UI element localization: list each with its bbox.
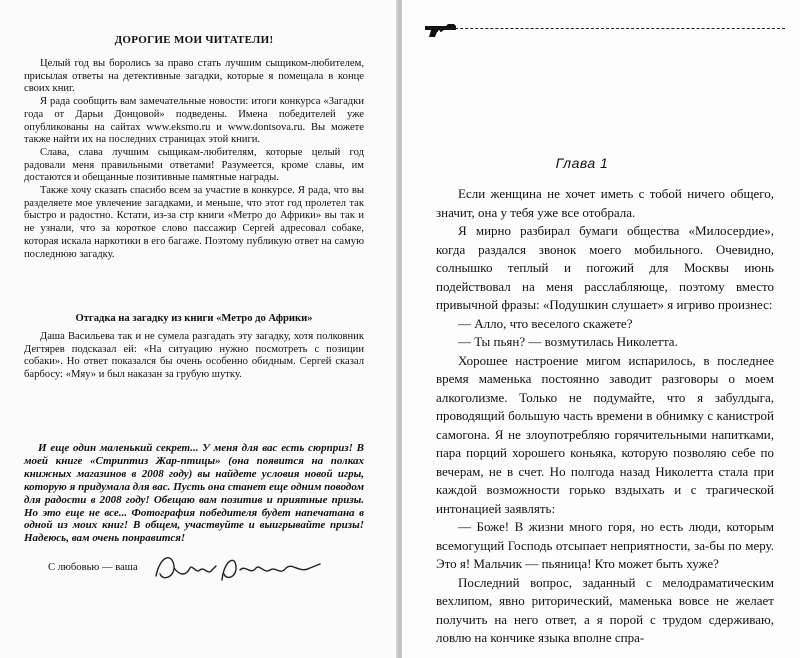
left-paragraph: Я рада сообщить вам замечательные новости: итоги конкурса «Загадки года от Дарьи Донцовой» подведены. Имена победителей уже опубликованы на сайтах www.eksmo.ru и www.dontsova.ru. Вы можете также найти их на последних страницах этой книги.	[24, 96, 364, 146]
right-paragraph: — Боже! В жизни много горя, но есть люди, которым всемогущий Господь отсыпает неприятности, за-бы по меру. Это я! Мальчик — пьяница! Кто может быть хуже?	[436, 519, 774, 571]
right-paragraph: — Ты пьян? — возмутилась Николетта.	[458, 334, 678, 349]
right-paragraph: — Алло, что веселого скажете?	[458, 315, 633, 331]
right-paragraph: Я мирно разбирал бумаги общества «Милосердие», когда раздался звонок моего мобильного. Очевидно, солнышко теплый и погожий для Москвы июнь подействовал на меня расслабляюще, поэтому вместо привычной фразы: «Подушкин слушает» я игриво произнес:	[436, 223, 774, 312]
left-page-heading: ДОРОГИЕ МОИ ЧИТАТЕЛИ!	[114, 34, 274, 46]
left-page-subheading: Отгадка на загадку из книги «Метро до Африки»	[75, 313, 313, 324]
left-paragraph: Слава, слава лучшим сыщикам-любителям, которые целый год радовали меня правильными ответами! Разумеется, кроме славы, им достаются и обещанные позитивные памятные награды.	[24, 146, 364, 184]
right-paragraph: Последний вопрос, заданный с мелодраматическим вехлипом, явно риторический, маменька вовсе не желает получить на него ответ, а я порой с трудом сдерживаю, ловлю на кончике языка вполне спра-	[436, 574, 774, 645]
left-page-signoff: С любовью — ваша	[48, 562, 138, 573]
signature-image	[150, 546, 330, 592]
left-page-intro	[24, 58, 364, 261]
chapter-title: Глава 1	[555, 155, 609, 171]
promo-paragraph: И еще один маленький секрет... У меня для вас есть сюрприз! В моей книге «Стриптиз Жар-птицы» (она появится на полках книжных магазинов в 2008 году) вы найдете условия новой игры, которую я придумала для вас. Пусть она станет еще одним поводом для радости в 2008 году! Обещаю вам позитив и приятные призы. Но это еще не все... Фотография победителя будет напечатана в одной из моих книг! В общем, участвуйте и выигрывайте призы! Надеюсь, вам очень понравится!	[24, 442, 364, 545]
left-page-answer-block	[24, 331, 364, 382]
right-page	[402, 0, 800, 658]
left-paragraph: Целый год вы боролись за право стать лучшим сыщиком-любителем, присылая ответы на детективные загадки, которые я помещала в конце своих книг.	[24, 58, 364, 95]
left-page-promo	[24, 442, 364, 545]
right-paragraph: Хорошее настроение мигом испарилось, в последнее время маменька постоянно заводит разговоры о моем алкоголизме. Только не подумайте, что я забулдыга, проводящий большую часть времени в обнимку с канистрой самогона. Я не злоупотребляю горячительными напитками, пара порций хорошего коньяка, которую позволяю себе по вечерам, не в счет. Но полгода назад Николетта стала при каждой возможности горько вздыхать и с трагической интонацией заявлять:	[436, 352, 774, 516]
header-rule	[430, 28, 785, 29]
left-page-answer: Даша Васильева так и не сумела разгадать эту загадку, хотя полковник Дегтярев подсказал ей: «На ситуацию нужно посмотреть с позиции собаки». Но ответ показался бы очень особенно обидным. Сергей сказал барбосу: «Мяу» и был наказан за грубую шутку.	[24, 331, 364, 381]
right-page-text	[436, 185, 774, 648]
right-paragraph: Если женщина не хочет иметь с тобой ничего общего, значит, она у тебя уже все отобрала.	[436, 186, 774, 220]
left-paragraph: Также хочу сказать спасибо всем за участие в конкурсе. Я рада, что вы разделяете мое увлечение загадками, и меньше, что этот год пролетел так быстро и радостно. Кстати, из-за стр книги «Метро до Африки» вы так и не узнали, что за короткое слово пассажир Сергей адресовал собаке, которая искала наркотики в его багаже. Поэтому публикую ответ на самую последнюю загадку.	[24, 185, 364, 260]
revolver-icon	[424, 22, 458, 38]
left-page	[0, 0, 398, 658]
